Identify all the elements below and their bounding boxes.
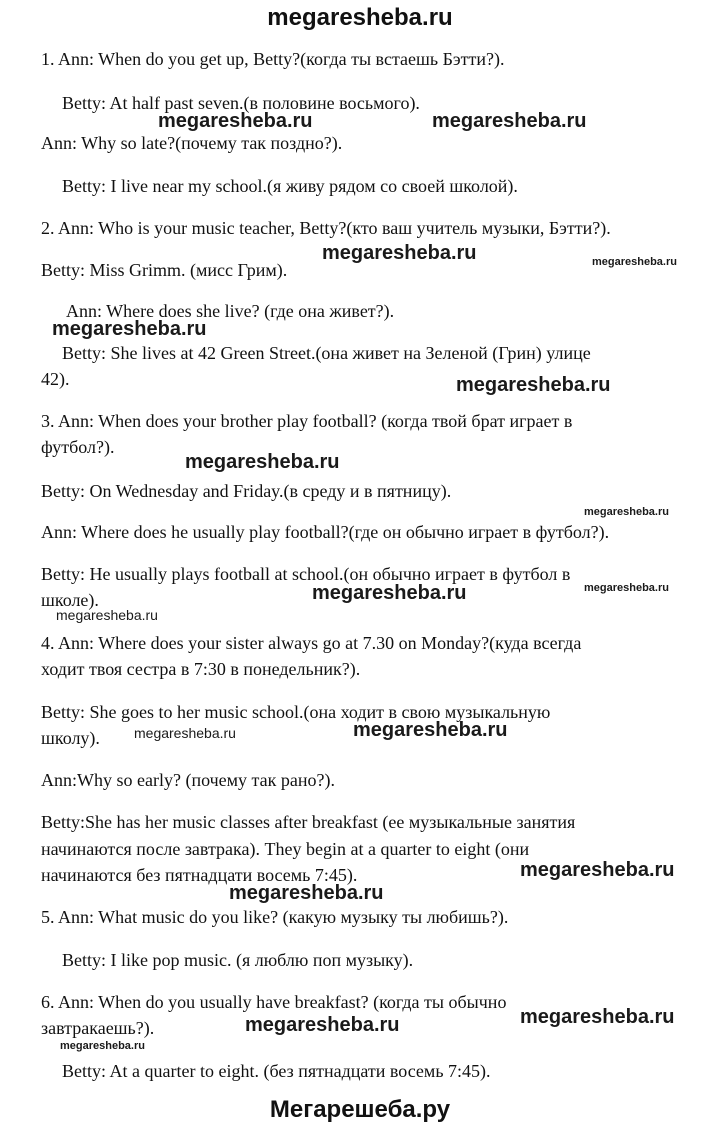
watermark: megaresheba.ru	[592, 256, 677, 268]
text-line: Betty: On Wednesday and Friday.(в среду и в пятницу).	[41, 481, 452, 501]
text-line: Betty: I like pop music. (я люблю поп музыку).	[62, 950, 414, 970]
watermark: megaresheba.ru	[185, 451, 340, 473]
text-line: Ann: Why so late?(почему так поздно?).	[41, 133, 343, 153]
watermark: megaresheba.ru	[245, 1014, 400, 1036]
watermark: megaresheba.ru	[229, 882, 384, 904]
text-line: футбол?).	[41, 437, 115, 457]
text-line: завтракаешь?).	[41, 1018, 155, 1038]
watermark: megaresheba.ru	[456, 374, 611, 396]
text-line: 2. Ann: Who is your music teacher, Betty?(кто ваш учитель музыки, Бэтти?).	[41, 218, 611, 238]
watermark: megaresheba.ru	[312, 582, 467, 604]
text-line: школу).	[41, 728, 100, 748]
watermark: megaresheba.ru	[322, 242, 477, 264]
text-line: Betty: At a quarter to eight. (без пятнадцати восемь 7:45).	[62, 1061, 491, 1081]
watermark: megaresheba.ru	[584, 582, 669, 594]
watermark: megaresheba.ru	[134, 725, 236, 741]
text-line: Ann:Why so early? (почему так рано?).	[41, 770, 335, 790]
watermark: megaresheba.ru	[52, 318, 207, 340]
text-line: 6. Ann: When do you usually have breakfast? (когда ты обычно	[41, 992, 507, 1012]
watermark: megaresheba.ru	[353, 719, 508, 741]
watermark: megaresheba.ru	[158, 110, 313, 132]
text-line: Betty: She goes to her music school.(она ходит в свою музыкальную	[41, 702, 551, 722]
watermark: megaresheba.ru	[520, 1006, 675, 1028]
watermark: megaresheba.ru	[584, 506, 669, 518]
text-line: ходит твоя сестра в 7:30 в понедельник?).	[41, 659, 361, 679]
watermark: megaresheba.ru	[60, 1040, 145, 1052]
text-line: Betty: At half past seven.(в половине восьмого).	[62, 93, 420, 113]
watermark: megaresheba.ru	[520, 859, 675, 881]
watermark: megaresheba.ru	[56, 607, 158, 623]
site-header: megaresheba.ru	[267, 4, 453, 31]
text-line: 42).	[41, 369, 70, 389]
text-line: 5. Ann: What music do you like? (какую музыку ты любишь?).	[41, 907, 509, 927]
text-line: 1. Ann: When do you get up, Betty?(когда ты встаешь Бэтти?).	[41, 49, 505, 69]
text-line: Ann: Where does she live? (где она живет?).	[66, 301, 395, 321]
text-line: Betty:She has her music classes after breakfast (ее музыкальные занятия	[41, 812, 576, 832]
text-line: 4. Ann: Where does your sister always go at 7.30 on Monday?(куда всегда	[41, 633, 582, 653]
text-line: 3. Ann: When does your brother play football? (когда твой брат играет в	[41, 411, 573, 431]
text-line: Betty: I live near my school.(я живу рядом со своей школой).	[62, 176, 518, 196]
text-line: Ann: Where does he usually play football?(где он обычно играет в футбол?).	[41, 522, 610, 542]
text-line: Betty: She lives at 42 Green Street.(она живет на Зеленой (Грин) улице	[62, 343, 591, 363]
text-line: начинаются без пятнадцати восемь 7:45).	[41, 865, 358, 885]
watermark: megaresheba.ru	[432, 110, 587, 132]
text-line: Betty: He usually plays football at school.(он обычно играет в футбол в	[41, 564, 571, 584]
text-line: Betty: Miss Grimm. (мисс Грим).	[41, 260, 288, 280]
site-footer: Мегарешеба.ру	[269, 1096, 451, 1123]
text-line: школе).	[41, 590, 99, 610]
text-line: начинаются после завтрака). They begin at a quarter to eight (они	[41, 839, 530, 859]
